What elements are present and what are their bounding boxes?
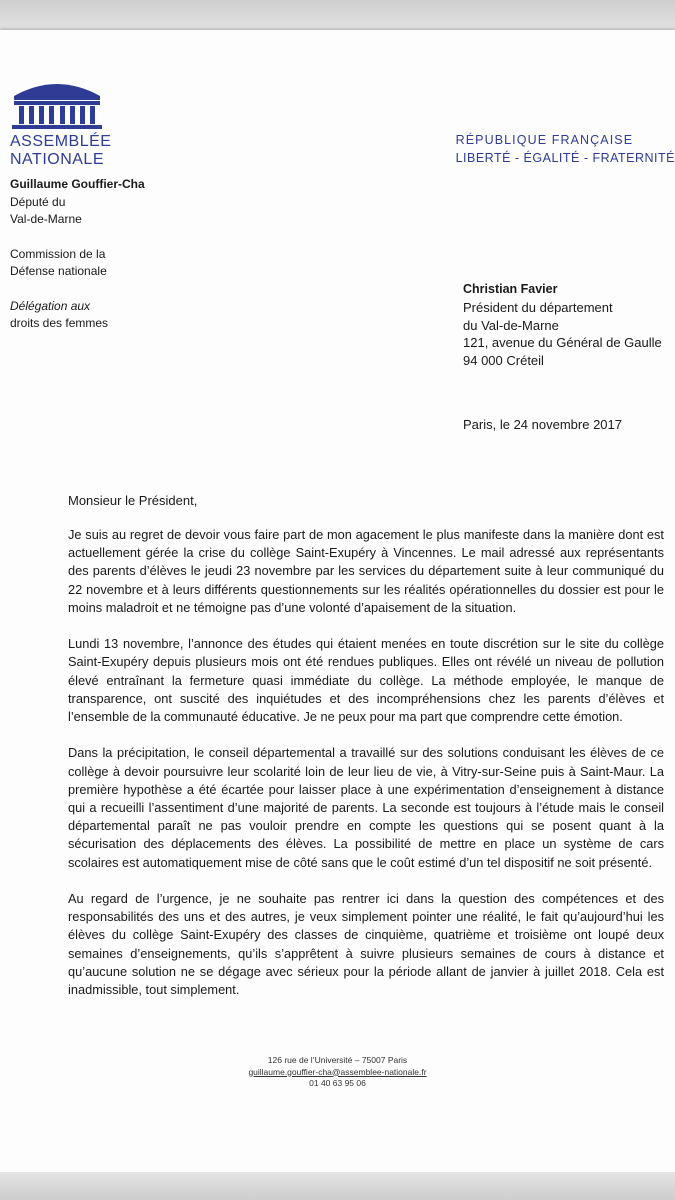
letter-page [0,30,675,1172]
sender-commission-line2: Défense nationale [10,264,107,278]
recipient-address-line2: 94 000 Créteil [463,353,544,369]
sender-block [10,176,145,333]
footer-address: 126 rue de l’Université – 75007 Paris [267,1055,408,1065]
photo-frame-bottom [0,1172,675,1200]
recipient-title-line2: du Val-de-Marne [463,317,559,333]
logo-text-line1: ASSEMBLÉE [10,133,112,150]
sender-role-line2: Val-de-Marne [10,212,82,226]
body-paragraph: Je suis au regret de devoir vous faire part de mon agacement le plus manifeste dans la manière dont est actuellement gérée la crise du collège Saint-Exupéry à Vincennes. Le mail adressé aux représentants des parents d’élèves le jeudi 23 novembre par les services du département suite à leur communiqué du 22 novembre et à leurs différents questionnements sur les réalités opérationnelles du dossier est pour le moins maladroit et ne témoigne pas d’une volonté d’apaisement de la situation. [68,527,664,615]
hemicycle-icon [10,78,104,132]
recipient-name: Christian Favier [463,282,558,296]
sender-name: Guillaume Gouffier-Cha [10,177,145,191]
recipient-address-line1: 121, avenue du Général de Gaulle [463,335,662,351]
footer-phone: 01 40 63 95 06 [309,1078,366,1088]
letter-body [68,526,664,1017]
letter-date: Paris, le 24 novembre 2017 [463,417,622,432]
sender-commission-line1: Commission de la [10,246,106,261]
republic-title: RÉPUBLIQUE FRANÇAISE [455,133,634,147]
salutation: Monsieur le Président, [68,493,198,508]
sender-delegation-line2: droits des femmes [10,316,109,330]
republic-motto: LIBERTÉ - ÉGALITÉ - FRATERNITÉ [455,151,675,165]
body-paragraph: Au regard de l’urgence, je ne souhaite pas rentrer ici dans la question des compétences et des responsabilités des uns et des autres, je veux simplement pointer une réalité, le fait qu’aujourd’hui les élèves du collège Saint-Exupéry des classes de cinquième, quatrième et troisième ont loupé deux semaines d’enseignements, qu’ils s’apprêtent à suivre plusieurs semaines de cours à distance et qu’aucune solution ne se dégage avec sérieux pour la période allant de janvier à juillet 2018. Cela est inadmissible, tout simplement. [68,891,664,998]
recipient-title-line1: Président du département [463,299,613,315]
photo-frame-top [0,0,675,30]
sender-delegation-line1: Délégation aux [10,298,91,313]
letter-footer [0,1055,675,1090]
assemblee-nationale-logo [10,78,110,168]
body-paragraph: Dans la précipitation, le conseil départemental a travaillé sur des solutions conduisant les élèves de ce collège à devoir poursuivre leur scolarité loin de leur lieu de vie, à Vitry-sur-Seine puis à Saint-Maur. La première hypothèse a été écartée pour laisser place à une expérimentation d’enseignement à distance qui a recueilli l’assentiment d’une majorité de parents. La seconde est toujours à l’étude mais le conseil départemental paraît ne pas vouloir prendre en compte les questions qui se posent quant à la sécurisation des déplacements des élèves. La possibilité de mettre en place un système de cars scolaires est automatiquement mise de côté sans que le coût estimé d’un tel dispositif ne soit présenté. [68,745,664,870]
logo-text-line2: NATIONALE [10,151,104,168]
footer-email[interactable]: guillaume.gouffier-cha@assemblee-nationale.fr [248,1066,427,1077]
body-paragraph: Lundi 13 novembre, l’annonce des études qui étaient menées en toute discrétion sur le site du collège Saint-Exupéry depuis plusieurs mois ont été rendues publiques. Elles ont révélé un niveau de pollution élevé entraînant la fermeture quasi immédiate du collège. La méthode employée, le manque de transparence, ont suscité des inquiétudes et des incompréhensions chez les parents d’élèves et l’ensemble de la communauté éducative. Je ne peux pour ma part que comprendre cette émotion. [68,636,664,725]
republic-header [456,131,675,167]
sender-role-line1: Député du [10,194,66,209]
recipient-block [463,281,662,370]
